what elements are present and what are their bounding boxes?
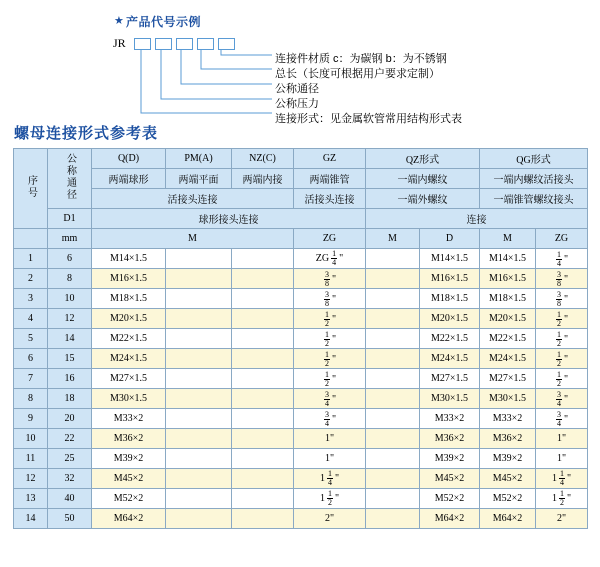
cell-qg-m: M33×2 — [480, 409, 536, 429]
cell-nominal-diameter: 20 — [48, 409, 92, 429]
cell-pma-m — [166, 369, 232, 389]
cell-qz-m — [366, 469, 420, 489]
table-header-row-union — [14, 189, 588, 209]
cell-qg-zg: $\frac{1}{4}$ " — [536, 249, 588, 269]
table-row — [14, 489, 588, 509]
cell-qz-d: M36×2 — [420, 429, 480, 449]
header-seq: 序号 — [14, 149, 48, 229]
cell-qg-m: M64×2 — [480, 509, 536, 529]
table-row — [14, 269, 588, 289]
cell-qz-m — [366, 489, 420, 509]
header-qg-internal-thread-union: 一端内螺纹活接头 — [480, 169, 588, 189]
cell-gz-zg: $\frac{3}{8}$ " — [294, 289, 366, 309]
cell-nzc-m — [232, 309, 294, 329]
cell-seq: 14 — [14, 509, 48, 529]
header-unit-seq — [14, 229, 48, 249]
header-union-connection: 活接头连接 — [92, 189, 294, 209]
cell-qz-m — [366, 449, 420, 469]
cell-qg-zg: $\frac{1}{2}$ " — [536, 329, 588, 349]
cell-qz-d: M20×1.5 — [420, 309, 480, 329]
cell-seq: 5 — [14, 329, 48, 349]
header-nominal-diameter: 公称通径 — [48, 149, 92, 209]
nut-connection-spec-table — [13, 148, 588, 529]
spec-table-wrapper — [13, 148, 587, 529]
cell-seq: 12 — [14, 469, 48, 489]
product-code-legend — [0, 0, 600, 125]
cell-qz-m — [366, 429, 420, 449]
table-row — [14, 349, 588, 369]
cell-qg-m: M14×1.5 — [480, 249, 536, 269]
cell-pma-m — [166, 469, 232, 489]
table-row — [14, 289, 588, 309]
cell-qz-m — [366, 389, 420, 409]
cell-qz-d: M52×2 — [420, 489, 480, 509]
cell-nzc-m — [232, 369, 294, 389]
cell-seq: 11 — [14, 449, 48, 469]
cell-qd-m: M39×2 — [92, 449, 166, 469]
cell-nzc-m — [232, 429, 294, 449]
cell-nzc-m — [232, 269, 294, 289]
cell-qg-zg: $\frac{1}{2}$ " — [536, 349, 588, 369]
cell-pma-m — [166, 309, 232, 329]
header-ball-joint-connection: 球形接头连接 — [92, 209, 366, 229]
cell-qz-d: M16×1.5 — [420, 269, 480, 289]
table-row — [14, 389, 588, 409]
cell-pma-m — [166, 289, 232, 309]
table-row — [14, 249, 588, 269]
legend-item-connection-type: 连接形式：见金属软管常用结构形式表 — [275, 113, 462, 125]
cell-nzc-m — [232, 409, 294, 429]
header-unit-zg: ZG — [294, 229, 366, 249]
table-header-row-d1 — [14, 209, 588, 229]
cell-gz-zg: 1" — [294, 429, 366, 449]
header-unit-qz-d: D — [420, 229, 480, 249]
cell-qz-m — [366, 369, 420, 389]
cell-qg-zg: $\frac{3}{4}$ " — [536, 409, 588, 429]
cell-seq: 3 — [14, 289, 48, 309]
cell-qg-m: M39×2 — [480, 449, 536, 469]
table-row — [14, 309, 588, 329]
cell-qg-m: M22×1.5 — [480, 329, 536, 349]
cell-pma-m — [166, 349, 232, 369]
cell-nominal-diameter: 22 — [48, 429, 92, 449]
cell-qd-m: M33×2 — [92, 409, 166, 429]
header-connection: 连接 — [366, 209, 588, 229]
cell-qg-m: M18×1.5 — [480, 289, 536, 309]
cell-qd-m: M22×1.5 — [92, 329, 166, 349]
cell-nominal-diameter: 18 — [48, 389, 92, 409]
table-row — [14, 509, 588, 529]
cell-gz-zg: 1 $\frac{1}{4}$ " — [294, 469, 366, 489]
cell-qz-d: M24×1.5 — [420, 349, 480, 369]
table-row — [14, 449, 588, 469]
cell-qg-m: M30×1.5 — [480, 389, 536, 409]
cell-qd-m: M64×2 — [92, 509, 166, 529]
cell-qz-m — [366, 269, 420, 289]
cell-nominal-diameter: 6 — [48, 249, 92, 269]
cell-pma-m — [166, 389, 232, 409]
table-head — [14, 149, 588, 249]
cell-nzc-m — [232, 349, 294, 369]
cell-qd-m: M27×1.5 — [92, 369, 166, 389]
legend-item-nominal-diameter: 公称通径 — [275, 83, 319, 95]
header-qz-internal-thread: 一端内螺纹 — [366, 169, 480, 189]
cell-nzc-m — [232, 489, 294, 509]
table-header-row-units — [14, 229, 588, 249]
cell-qg-zg: $\frac{3}{8}$ " — [536, 289, 588, 309]
cell-qz-d: M39×2 — [420, 449, 480, 469]
cell-seq: 6 — [14, 349, 48, 369]
header-unit-qg-m: M — [480, 229, 536, 249]
cell-nzc-m — [232, 509, 294, 529]
cell-gz-zg: $\frac{1}{2}$ " — [294, 349, 366, 369]
cell-gz-zg: 1 $\frac{1}{2}$ " — [294, 489, 366, 509]
header-unit-qg-zg: ZG — [536, 229, 588, 249]
cell-pma-m — [166, 449, 232, 469]
cell-qd-m: M20×1.5 — [92, 309, 166, 329]
cell-pma-m — [166, 249, 232, 269]
cell-qg-zg: $\frac{1}{2}$ " — [536, 309, 588, 329]
cell-pma-m — [166, 329, 232, 349]
cell-qg-m: M52×2 — [480, 489, 536, 509]
header-qd-ends: 两端球形 — [92, 169, 166, 189]
cell-nominal-diameter: 12 — [48, 309, 92, 329]
cell-gz-zg: ZG $\frac{1}{4}$ " — [294, 249, 366, 269]
cell-seq: 9 — [14, 409, 48, 429]
cell-nominal-diameter: 15 — [48, 349, 92, 369]
cell-qg-zg: $\frac{3}{8}$ " — [536, 269, 588, 289]
cell-pma-m — [166, 269, 232, 289]
cell-nominal-diameter: 25 — [48, 449, 92, 469]
code-example-title: 产品代号示例 — [126, 15, 202, 29]
cell-qd-m: M18×1.5 — [92, 289, 166, 309]
cell-nominal-diameter: 10 — [48, 289, 92, 309]
header-unit-qz-m: M — [366, 229, 420, 249]
cell-seq: 7 — [14, 369, 48, 389]
legend-item-material: 连接件材质 c：为碳钢 b：为不锈钢 — [275, 53, 447, 65]
cell-qg-zg: 1 $\frac{1}{2}$ " — [536, 489, 588, 509]
cell-qz-d: M64×2 — [420, 509, 480, 529]
table-row — [14, 469, 588, 489]
table-row — [14, 429, 588, 449]
cell-qd-m: M16×1.5 — [92, 269, 166, 289]
table-header-row-groups — [14, 149, 588, 169]
code-prefix-label: JR — [113, 36, 126, 50]
cell-qd-m: M30×1.5 — [92, 389, 166, 409]
cell-gz-zg: $\frac{1}{2}$ " — [294, 369, 366, 389]
cell-qg-m: M16×1.5 — [480, 269, 536, 289]
cell-gz-zg: $\frac{1}{2}$ " — [294, 329, 366, 349]
cell-qg-m: M36×2 — [480, 429, 536, 449]
cell-seq: 2 — [14, 269, 48, 289]
cell-qg-zg: 1" — [536, 429, 588, 449]
cell-qz-m — [366, 309, 420, 329]
header-nzc-ends: 两端内接 — [232, 169, 294, 189]
cell-qg-zg: 2" — [536, 509, 588, 529]
header-unit-mm: mm — [48, 229, 92, 249]
cell-seq: 4 — [14, 309, 48, 329]
cell-pma-m — [166, 489, 232, 509]
star-icon: ★ — [114, 15, 124, 27]
cell-qz-d: M27×1.5 — [420, 369, 480, 389]
cell-qz-d: M30×1.5 — [420, 389, 480, 409]
cell-qz-m — [366, 409, 420, 429]
table-row — [14, 409, 588, 429]
table-header-row-ends — [14, 169, 588, 189]
cell-nominal-diameter: 50 — [48, 509, 92, 529]
cell-qd-m: M36×2 — [92, 429, 166, 449]
cell-qg-zg: 1" — [536, 449, 588, 469]
cell-nzc-m — [232, 449, 294, 469]
header-gz-ends: 两端锥管 — [294, 169, 366, 189]
header-pma-ends: 两端平面 — [166, 169, 232, 189]
cell-nominal-diameter: 8 — [48, 269, 92, 289]
cell-seq: 10 — [14, 429, 48, 449]
cell-qd-m: M45×2 — [92, 469, 166, 489]
cell-gz-zg: $\frac{3}{4}$ " — [294, 389, 366, 409]
cell-qd-m: M14×1.5 — [92, 249, 166, 269]
cell-qz-m — [366, 289, 420, 309]
cell-seq: 1 — [14, 249, 48, 269]
cell-gz-zg: $\frac{3}{8}$ " — [294, 269, 366, 289]
cell-nzc-m — [232, 249, 294, 269]
cell-qg-zg: $\frac{3}{4}$ " — [536, 389, 588, 409]
header-group-pma: PM(A) — [166, 149, 232, 169]
cell-qz-d: M18×1.5 — [420, 289, 480, 309]
cell-gz-zg: $\frac{1}{2}$ " — [294, 309, 366, 329]
cell-nominal-diameter: 32 — [48, 469, 92, 489]
cell-seq: 13 — [14, 489, 48, 509]
header-group-nzc: NZ(C) — [232, 149, 294, 169]
cell-qz-m — [366, 329, 420, 349]
cell-nominal-diameter: 40 — [48, 489, 92, 509]
table-row — [14, 329, 588, 349]
cell-qz-d: M22×1.5 — [420, 329, 480, 349]
header-group-qd: Q(D) — [92, 149, 166, 169]
cell-qg-m: M20×1.5 — [480, 309, 536, 329]
header-group-qz: QZ形式 — [366, 149, 480, 169]
header-gz-union-connection: 活接头连接 — [294, 189, 366, 209]
cell-qg-m: M45×2 — [480, 469, 536, 489]
cell-qg-zg: $\frac{1}{2}$ " — [536, 369, 588, 389]
cell-gz-zg: 1" — [294, 449, 366, 469]
cell-qd-m: M52×2 — [92, 489, 166, 509]
cell-qg-m: M27×1.5 — [480, 369, 536, 389]
cell-gz-zg: 2" — [294, 509, 366, 529]
legend-item-length: 总长（长度可根据用户要求定制） — [275, 68, 440, 80]
cell-qz-d: M33×2 — [420, 409, 480, 429]
cell-seq: 8 — [14, 389, 48, 409]
header-qz-external-thread: 一端外螺纹 — [366, 189, 480, 209]
cell-qz-m — [366, 349, 420, 369]
header-d1: D1 — [48, 209, 92, 229]
table-row — [14, 369, 588, 389]
header-unit-m: M — [92, 229, 294, 249]
cell-pma-m — [166, 429, 232, 449]
header-group-qg: QG形式 — [480, 149, 588, 169]
cell-qz-d: M45×2 — [420, 469, 480, 489]
cell-nominal-diameter: 14 — [48, 329, 92, 349]
cell-nzc-m — [232, 469, 294, 489]
cell-qz-d: M14×1.5 — [420, 249, 480, 269]
cell-qz-m — [366, 509, 420, 529]
legend-item-nominal-pressure: 公称压力 — [275, 98, 319, 110]
cell-pma-m — [166, 509, 232, 529]
cell-nominal-diameter: 16 — [48, 369, 92, 389]
cell-qg-zg: 1 $\frac{1}{4}$ " — [536, 469, 588, 489]
cell-qg-m: M24×1.5 — [480, 349, 536, 369]
cell-nzc-m — [232, 329, 294, 349]
header-group-gz: GZ — [294, 149, 366, 169]
cell-nzc-m — [232, 389, 294, 409]
header-qg-taper-pipe-joint: 一端锥管螺纹接头 — [480, 189, 588, 209]
cell-pma-m — [166, 409, 232, 429]
cell-gz-zg: $\frac{3}{4}$ " — [294, 409, 366, 429]
cell-qd-m: M24×1.5 — [92, 349, 166, 369]
table-body — [14, 249, 588, 529]
table-title: 螺母连接形式参考表 — [14, 125, 159, 142]
cell-nzc-m — [232, 289, 294, 309]
cell-qz-m — [366, 249, 420, 269]
